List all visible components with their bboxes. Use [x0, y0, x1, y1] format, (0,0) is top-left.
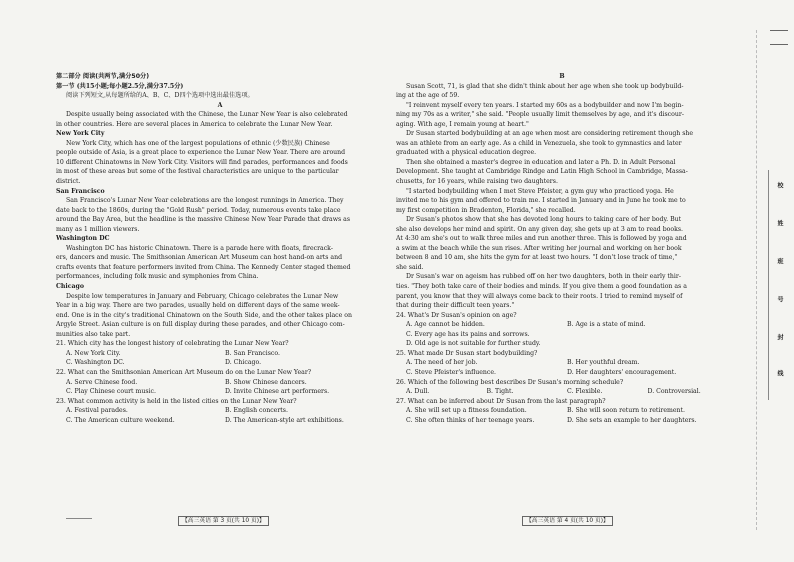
option-b[interactable]: B. Tight. [486, 388, 514, 396]
option-c[interactable]: C. Washington DC. [66, 359, 125, 367]
text-line: graduated with a physical education degree. [396, 149, 537, 157]
subheading-chicago: Chicago [56, 283, 85, 291]
option-d[interactable]: D. She sets an example to her daughters. [567, 416, 697, 424]
option-b[interactable]: B. English concerts. [225, 407, 288, 415]
section-title: 第二部分 阅读(共两节,满分50分) [56, 73, 150, 80]
text-line: many as 1 million viewers. [56, 225, 140, 233]
text-line: aging. With age, I remain young at heart." [396, 120, 529, 128]
text-line: Development. She taught at Cambridge Rindge and Latin High School in Cambridge, Massa- [396, 168, 688, 176]
fold-line [756, 30, 757, 530]
paragraph-5 [396, 187, 728, 216]
page-4-column [396, 72, 728, 425]
text-line: 10 different Chinatowns in New York City. Visitors will find parades, performances and foods [56, 158, 348, 166]
text-line: Argyle Street. Asian culture is on full display during these parades, and other Chicago com- [56, 321, 345, 329]
text-line: Washington DC has historic Chinatown. There is a parade here with floats, firecrack- [66, 244, 333, 252]
option-d[interactable]: D. The American-style art exhibitions. [225, 416, 344, 424]
text-line: ties. "They both take care of their bodies and minds. If you give them a good foundation as a [396, 283, 687, 291]
text-line: Despite low temperatures in January and February, Chicago celebrates the Lunar New [66, 292, 339, 300]
binding-label: 封 [776, 334, 783, 340]
text-line: in other countries. Here are several places in America to celebrate the Lunar New Year. [56, 120, 333, 128]
text-line: around the Bay Area, but the headline is the massive Chinese New Year Parade that draws as [56, 216, 351, 224]
option-a[interactable]: A. New York City. [66, 349, 121, 357]
page-footer-4: 【高三英语 第 4 页(共 10 页)】 [522, 516, 613, 526]
question-24: 24. What's Dr Susan's opinion on age? [396, 311, 517, 319]
option-a[interactable]: A. Serve Chinese food. [66, 378, 138, 386]
text-line: ing at the age of 59. [396, 92, 460, 100]
text-line: Year in a big way. There are two parades, usually held on different days of the same week- [56, 302, 340, 310]
paragraph-6 [396, 215, 728, 272]
options-25 [396, 358, 728, 368]
text-line: crafts events that feature performers invited from China. The Kennedy Center staged themed [56, 263, 351, 271]
paragraph-3 [396, 129, 728, 158]
question-23: 23. What common activity is held in the listed cities on the Lunar New Year? [56, 397, 297, 405]
subheading-san-francisco: San Francisco [56, 187, 105, 195]
option-c[interactable]: C. Steve Pfeister's influence. [406, 368, 496, 376]
binding-strip [768, 170, 794, 400]
text-line: my first competition in Bradenton, Florida," she recalled. [396, 206, 576, 214]
text-line: At 4:30 am she's out to walk three miles and run another three. This is followed by yoga and [396, 235, 687, 243]
text-line: ers, dancers and music. The Smithsonian American Art Museum can host hand-on arts and [56, 254, 343, 262]
option-b[interactable]: B. She will soon return to retirement. [567, 407, 685, 415]
option-d[interactable]: D. Her daughters' encouragement. [567, 368, 677, 376]
option-d[interactable]: D. Old age is not suitable for further study. [406, 340, 541, 348]
text-line: "I started bodybuilding when I met Steve Pfeister, a gym guy who practiced yoga. He [406, 187, 674, 195]
options-23 [56, 406, 384, 416]
option-a[interactable]: A. Age cannot be hidden. [406, 321, 485, 329]
binding-label: 线 [776, 370, 783, 376]
option-d[interactable]: D. Invite Chinese art performers. [225, 388, 330, 396]
passage-label: B [559, 73, 565, 80]
text-line: date back to the 1860s, during the "Gold Rush" period. Today, numerous events take place [56, 206, 341, 214]
binding-label: 校 [776, 182, 783, 188]
binding-label: 号 [776, 296, 783, 302]
text-line: in most of these areas but some of the festival characteristics are unique to the particular [56, 168, 339, 176]
paragraph-7 [396, 272, 728, 310]
option-c[interactable]: C. She often thinks of her teenage years. [406, 416, 535, 424]
option-d[interactable]: D. Chicago. [225, 359, 262, 367]
text-line: Then she obtained a master's degree in education and later a Ph. D. in Adult Personal [406, 158, 676, 166]
san-francisco-paragraph [56, 196, 384, 234]
option-c[interactable]: C. Play Chinese court music. [66, 388, 156, 396]
text-line: Dr Susan's war on ageism has rubbed off on her two daughters, both in their early thir- [406, 273, 681, 281]
text-line: was an athlete from an early age. As a child in Venezuela, she took to gymnastics and later [396, 139, 682, 147]
option-b[interactable]: B. Show Chinese dancers. [225, 378, 307, 386]
options-21 [56, 349, 384, 359]
text-line: San Francisco's Lunar New Year celebrations are the longest runnings in America. They [66, 197, 344, 205]
question-26: 26. Which of the following best describes Dr Susan's morning schedule? [396, 378, 624, 386]
footer-mark [66, 518, 92, 523]
instruction: 阅读下列短文,从每题所给的A、B、C、D四个选项中选出最佳选项。 [66, 92, 254, 100]
options-22 [56, 387, 384, 397]
question-21: 21. Which city has the longest history of celebrating the Lunar New Year? [56, 340, 289, 348]
option-a[interactable]: A. She will set up a fitness foundation. [406, 407, 527, 415]
options-23 [56, 416, 384, 426]
binding-label: 姓 [776, 220, 783, 226]
options-25 [396, 368, 728, 378]
corner-mark [770, 44, 788, 45]
paragraph-4 [396, 158, 728, 187]
text-line: ning my 70s as a writer," she said. "People usually limit themselves by age, and it's discour- [396, 111, 684, 119]
options-26 [396, 387, 728, 397]
corner-mark [770, 30, 788, 31]
option-c[interactable]: C. Every age has its pains and sorrows. [406, 330, 530, 338]
page-footer-3: 【高三英语 第 3 页(共 10 页)】 [178, 516, 269, 526]
text-line: a swim at the beach while the sun rises. After writing her journal and working on her book [396, 244, 682, 252]
text-line: chusetts, for 16 years, while raising two daughters. [396, 178, 558, 186]
option-d[interactable]: D. Controversial. [647, 388, 701, 396]
text-line: parent, you know that they will always come back to their roots. I tried to remind myself of [396, 292, 683, 300]
option-c[interactable]: C. Flexible. [567, 388, 603, 396]
text-line: she also develops her mind and spirit. On any given day, she gets up at 3 am to read books. [396, 225, 684, 233]
intro-paragraph [56, 110, 384, 129]
text-line: Despite usually being associated with the Chinese, the Lunar New Year is also celebrated [66, 111, 348, 119]
binding-label: 班 [776, 258, 783, 264]
subheading-washington: Washington DC [56, 235, 110, 243]
text-line: "I reinvent myself every ten years. I started my 60s as a bodybuilder and now I'm begin- [406, 101, 684, 109]
text-line: end. One is in the city's traditional Chinatown on the South Side, and the other takes place on [56, 311, 352, 319]
option-a[interactable]: A. Dull. [406, 388, 430, 396]
page-3-column [56, 72, 384, 425]
washington-paragraph [56, 244, 384, 282]
question-25: 25. What made Dr Susan start bodybuilding? [396, 349, 538, 357]
option-b[interactable]: B. Her youthful dream. [567, 359, 640, 367]
subheading-new-york: New York City [56, 130, 105, 138]
option-a[interactable]: A. Festival parades. [66, 407, 128, 415]
options-27 [396, 406, 728, 416]
options-27 [396, 416, 728, 426]
text-line: Dr Susan's photos show that she has devoted long hours to taking care of her body. But [406, 216, 682, 224]
option-b[interactable]: B. San Francisco. [225, 349, 280, 357]
passage-label: A [217, 101, 223, 109]
text-line: New York City, which has one of the largest populations of ethnic (少数民族) Chinese [66, 139, 330, 147]
text-line: Susan Scott, 71, is glad that she didn't think about her age when she took up bodybuild- [406, 82, 684, 90]
chicago-paragraph [56, 292, 384, 340]
text-line: munities also take part. [56, 330, 131, 338]
options-24 [396, 320, 728, 330]
options-22 [56, 378, 384, 388]
option-a[interactable]: A. The need of her job. [406, 359, 478, 367]
question-22: 22. What can the Smithsonian American Art Museum do on the Lunar New Year? [56, 368, 312, 376]
paragraph-1 [396, 82, 728, 101]
options-21 [56, 358, 384, 368]
text-line: performances, including folk music and symphonies from China. [56, 273, 259, 281]
text-line: Dr Susan started bodybuilding at an age when most are considering retirement though she [406, 130, 694, 138]
part-title: 第一节 (共15小题;每小题2.5分,满分37.5分) [56, 82, 184, 90]
paragraph-2 [396, 101, 728, 130]
text-line: between 8 and 10 am, she hits the gym for at least two hours. "I don't lose track of time," [396, 254, 678, 262]
new-york-paragraph [56, 139, 384, 187]
text-line: invited me to his gym and offered to train me. I started in January and in June he took me to [396, 197, 686, 205]
question-27: 27. What can be inferred about Dr Susan from the last paragraph? [396, 397, 606, 405]
text-line: that during their difficult teen years." [396, 302, 515, 310]
option-b[interactable]: B. Age is a state of mind. [567, 321, 646, 329]
option-c[interactable]: C. The American culture weekend. [66, 416, 175, 424]
text-line: district. [56, 178, 81, 186]
text-line: she said. [396, 263, 424, 271]
text-line: people outside of Asia, is a great place to experience the Lunar New Year. There are around [56, 149, 346, 157]
